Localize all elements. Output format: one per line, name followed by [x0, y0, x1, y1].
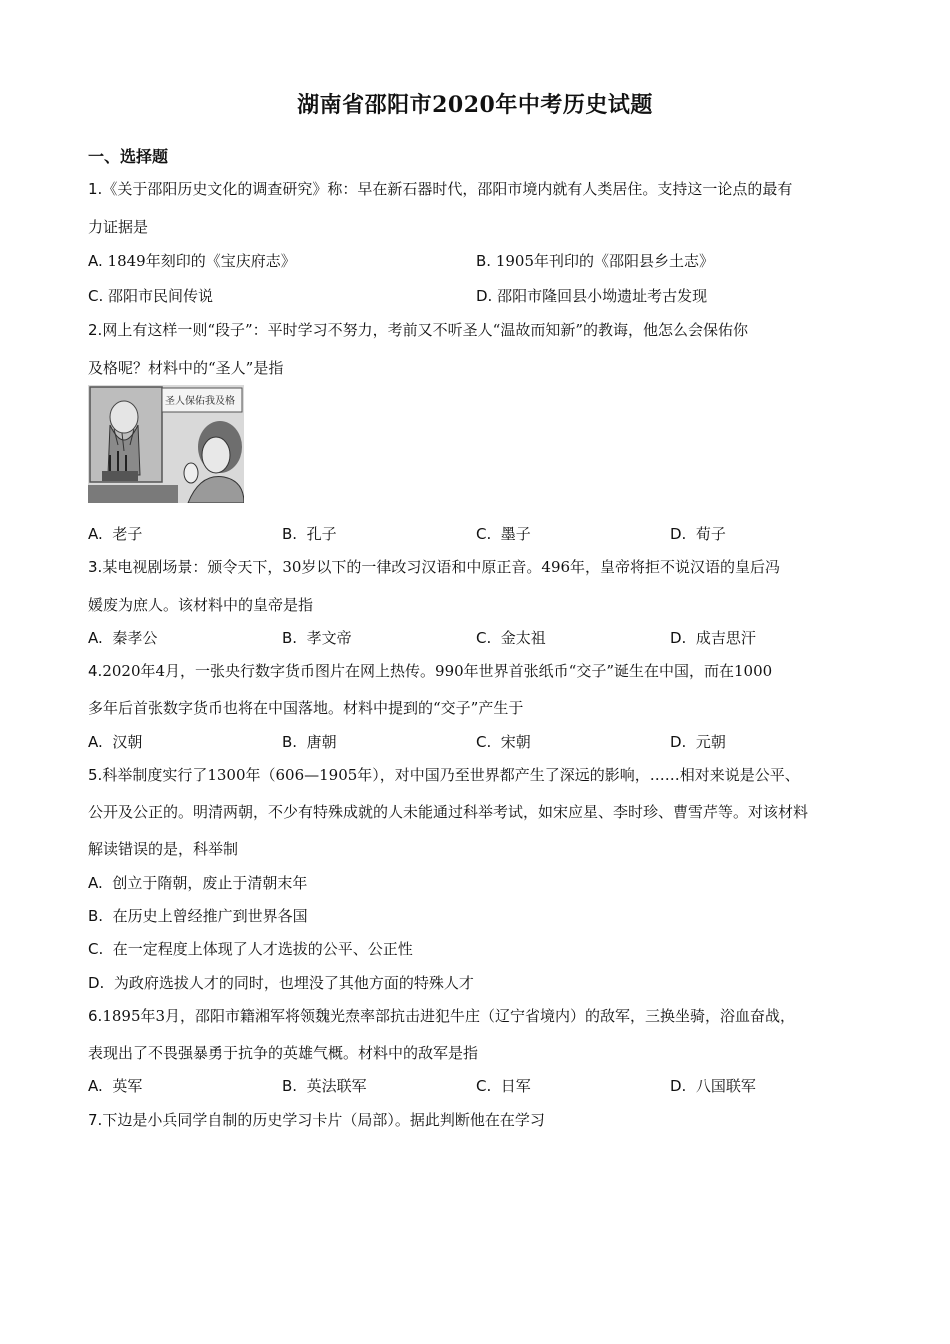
option-letter: C. [476, 525, 492, 543]
question-2-line-1 [88, 319, 868, 340]
q3-option-a [88, 627, 157, 648]
q5-option-b [88, 905, 308, 926]
option-letter: D. [670, 629, 687, 647]
option-letter: A. [88, 252, 103, 270]
question-number: 3. [88, 558, 103, 576]
option-text: 八国联军 [695, 1077, 756, 1095]
question-number: 6. [88, 1007, 103, 1025]
q3-option-c [476, 627, 546, 648]
question-number: 1. [88, 180, 103, 198]
question-text: 2020年4月，一张央行数字货币图片在网上热传。990年世界首张纸币“交子”诞生在中国，而在1000 [102, 662, 773, 680]
option-text: 1905年刊印的《邵阳县乡土志》 [495, 252, 715, 270]
q3-option-b [282, 627, 352, 648]
option-text: 创立于隋朝，废止于清朝末年 [112, 874, 308, 892]
section-heading: 一、选择题 [88, 147, 169, 166]
q1-option-b [476, 250, 714, 271]
option-text: 孝文帝 [306, 629, 352, 647]
question-6-line-2: 表现出了不畏强暴勇于抗争的英雄气概。材料中的敌军是指 [88, 1044, 479, 1062]
question-text: 网上有这样一则“段子”：平时学习不努力，考前又不听圣人“温故而知新”的教诲，他怎么会保佑你 [102, 321, 748, 339]
question-number: 7. [88, 1111, 103, 1129]
option-text: 1849年刻印的《宝庆府志》 [107, 252, 296, 270]
q5-option-d [88, 972, 474, 993]
option-text: 邵阳市隆回县小坳遗址考古发现 [497, 287, 708, 305]
option-text: 在一定程度上体现了人才选拔的公平、公正性 [112, 940, 413, 958]
option-letter: C. [476, 733, 492, 751]
option-text: 英法联军 [306, 1077, 367, 1095]
option-letter: B. [88, 907, 104, 925]
q2-option-b [282, 523, 337, 544]
option-text: 汉朝 [112, 733, 143, 751]
q2-option-d [670, 523, 726, 544]
q2-option-c [476, 523, 531, 544]
option-text: 成吉思汗 [695, 629, 756, 647]
question-text: 1895年3月，邵阳市籍湘军将领魏光焘率部抗击进犯牛庄（辽宁省境内）的敌军，三换坐骑，浴血奋战， [102, 1007, 796, 1025]
option-letter: A. [88, 1077, 103, 1095]
option-letter: D. [670, 733, 687, 751]
option-letter: B. [282, 629, 298, 647]
option-text: 元朝 [695, 733, 726, 751]
question-text: 某电视剧场景：颁令天下，30岁以下的一律改习汉语和中原正音。496年，皇帝将拒不说汉语的皇后冯 [102, 558, 781, 576]
page-title: 湖南省邵阳市2020年中考历史试题 [297, 92, 653, 118]
question-5-line-1 [88, 764, 868, 785]
q5-option-a [88, 872, 307, 893]
question-number: 2. [88, 321, 103, 339]
option-text: 宋朝 [500, 733, 531, 751]
question-4-line-1 [88, 660, 868, 681]
option-letter: A. [88, 525, 103, 543]
q2-option-a [88, 523, 142, 544]
option-text: 英军 [112, 1077, 143, 1095]
q6-option-a [88, 1075, 142, 1096]
question-number: 5. [88, 766, 103, 784]
option-letter: C. [476, 629, 492, 647]
option-text: 邵阳市民间传说 [108, 287, 214, 305]
q4-option-b [282, 731, 337, 752]
q6-option-b [282, 1075, 367, 1096]
question-text: 《关于邵阳历史文化的调查研究》称：早在新石器时代，邵阳市境内就有人类居住。支持这一论点的最有 [102, 180, 793, 198]
q4-option-c [476, 731, 531, 752]
question-2-line-2: 及格呢？材料中的“圣人”是指 [88, 359, 284, 377]
option-letter: D. [670, 525, 687, 543]
question-number: 4. [88, 662, 103, 680]
option-text: 老子 [112, 525, 143, 543]
q4-option-d [670, 731, 726, 752]
question-5-line-2: 公开及公正的。明清两朝，不少有特殊成就的人未能通过科举考试，如宋应星、李时珍、曹雪芹等。对该材料 [88, 803, 809, 821]
option-text: 唐朝 [306, 733, 337, 751]
question-text: 下边是小兵同学自制的历史学习卡片（局部）。据此判断他在在学习 [102, 1111, 545, 1129]
option-text: 日军 [500, 1077, 531, 1095]
question-1-line-2: 力证据是 [88, 218, 149, 236]
option-letter: C. [476, 1077, 492, 1095]
option-text: 秦孝公 [112, 629, 158, 647]
question-4-line-2: 多年后首张数字货币也将在中国落地。材料中提到的“交子”产生于 [88, 699, 524, 717]
option-text: 荀子 [695, 525, 726, 543]
option-text: 金太祖 [500, 629, 546, 647]
option-letter: A. [88, 874, 103, 892]
option-text: 为政府选拔人才的同时，也埋没了其他方面的特殊人才 [113, 974, 474, 992]
question-1-line-1 [88, 178, 868, 199]
q6-option-c [476, 1075, 531, 1096]
option-text: 墨子 [500, 525, 531, 543]
question-3-line-1 [88, 556, 868, 577]
option-letter: B. [476, 252, 492, 270]
option-letter: D. [476, 287, 493, 305]
option-letter: C. [88, 287, 104, 305]
question-7-line-1 [88, 1109, 868, 1130]
cartoon-caption: 圣人保佑我及格 [165, 396, 235, 407]
option-letter: A. [88, 733, 103, 751]
option-letter: B. [282, 525, 298, 543]
q1-option-d [476, 285, 707, 306]
question-3-line-2: 媛废为庶人。该材料中的皇帝是指 [88, 596, 314, 614]
question-5-line-3: 解读错误的是，科举制 [88, 840, 239, 858]
option-text: 孔子 [306, 525, 337, 543]
q1-option-a [88, 250, 296, 271]
option-letter: B. [282, 733, 298, 751]
option-text: 在历史上曾经推广到世界各国 [112, 907, 308, 925]
q1-option-c [88, 285, 213, 306]
q6-option-d [670, 1075, 756, 1096]
q5-option-c [88, 938, 413, 959]
q3-option-d [670, 627, 756, 648]
option-letter: D. [670, 1077, 687, 1095]
option-letter: D. [88, 974, 105, 992]
q4-option-a [88, 731, 142, 752]
question-6-line-1 [88, 1005, 868, 1026]
option-letter: A. [88, 629, 103, 647]
option-letter: C. [88, 940, 104, 958]
question-text: 科举制度实行了1300年（606—1905年），对中国乃至世界都产生了深远的影响，……相对来说是公平、 [102, 766, 800, 784]
cartoon-image [88, 385, 244, 503]
option-letter: B. [282, 1077, 298, 1095]
